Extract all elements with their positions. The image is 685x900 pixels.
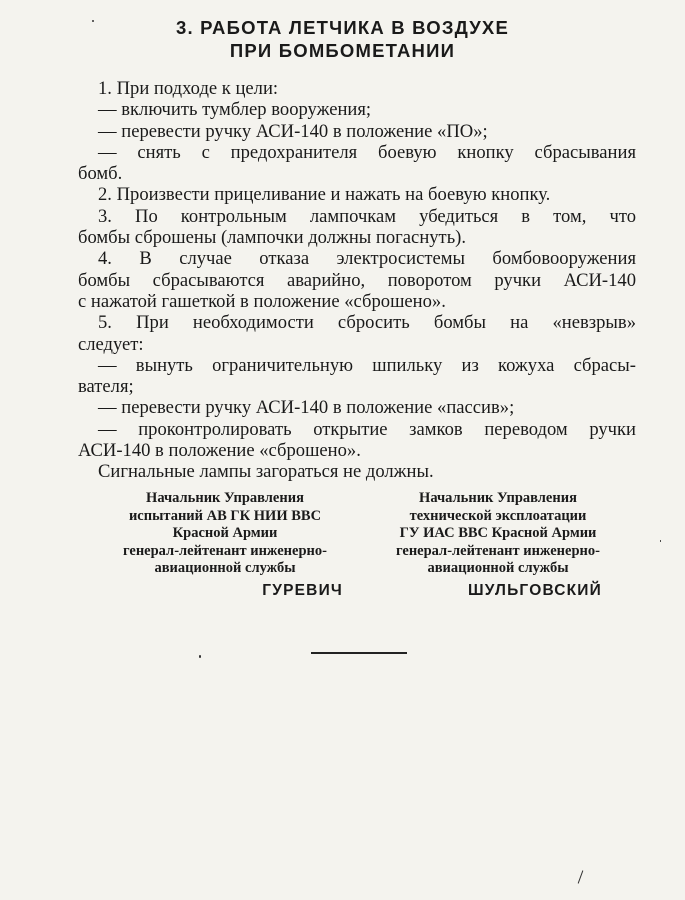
text-line: вателя; bbox=[78, 376, 134, 398]
scan-speck bbox=[578, 870, 584, 883]
text-line: Сигнальные лампы загораться не должны. bbox=[98, 461, 434, 483]
text-line: 1. При подходе к цели: bbox=[98, 78, 279, 99]
signature-right-line: генерал-лейтенант инженерно- bbox=[396, 542, 600, 559]
signature-left-line: Красной Армии bbox=[172, 525, 278, 542]
section-heading-line-1: 3. РАБОТА ЛЕТЧИКА В ВОЗДУХЕ bbox=[175, 17, 510, 38]
text-line: АСИ-140 в положение «сброшено». bbox=[78, 440, 361, 462]
signature-right-name: ШУЛЬГОВСКИЙ bbox=[467, 581, 602, 599]
scan-speck bbox=[92, 20, 94, 22]
text-line: бомбы сбрасываются аварийно, поворотом ручки АСИ-140 bbox=[78, 269, 636, 291]
text-line: — перевести ручку АСИ-140 в положение «пассив»; bbox=[98, 397, 515, 419]
signature-right-line: технической эксплоатации bbox=[409, 507, 587, 524]
text-line: следует: bbox=[78, 333, 144, 355]
text-line: — проконтролировать открытие замков переводом ручки bbox=[98, 418, 636, 440]
scan-speck bbox=[660, 540, 661, 542]
signature-left-line: испытаний АВ ГК НИИ ВВС bbox=[128, 507, 322, 524]
signature-right-line: ГУ ИАС ВВС Красной Армии bbox=[399, 525, 597, 542]
text-line: 4. В случае отказа электросистемы бомбовооружения bbox=[98, 248, 636, 270]
text-line: — включить тумблер вооружения; bbox=[98, 99, 372, 121]
signature-left-name: ГУРЕВИЧ bbox=[262, 581, 343, 599]
text-line: 5. При необходимости сбросить бомбы на «невзрыв» bbox=[98, 312, 636, 334]
text-line: 2. Произвести прицеливание и нажать на боевую кнопку. bbox=[98, 184, 551, 206]
divider-rule bbox=[311, 652, 407, 654]
signature-block-left bbox=[95, 490, 355, 600]
text-line: — снять с предохранителя боевую кнопку сбрасывания bbox=[98, 141, 636, 163]
scan-speck bbox=[199, 655, 201, 658]
text-line: — вынуть ограничительную шпильку из кожуха сбрасы- bbox=[98, 354, 636, 376]
signature-right-line: Начальник Управления bbox=[419, 490, 577, 506]
text-line: бомбы сброшены (лампочки должны погаснуть). bbox=[78, 227, 467, 249]
text-line: бомб. bbox=[78, 163, 123, 185]
text-line: 3. По контрольным лампочкам убедиться в том, что bbox=[98, 205, 636, 227]
signature-left-line: генерал-лейтенант инженерно- bbox=[123, 542, 327, 559]
section-heading-line-2: ПРИ БОМБОМЕТАНИИ bbox=[229, 40, 456, 61]
text-line: — перевести ручку АСИ-140 в положение «ПО»; bbox=[98, 120, 488, 142]
signature-left-line: авиационной службы bbox=[154, 560, 296, 577]
text-line: с нажатой гашеткой в положение «сброшено». bbox=[78, 290, 446, 312]
signature-right-line: авиационной службы bbox=[427, 560, 569, 577]
signature-block-right bbox=[368, 490, 628, 600]
signature-left-line: Начальник Управления bbox=[146, 490, 304, 506]
instructions-body bbox=[78, 78, 636, 483]
